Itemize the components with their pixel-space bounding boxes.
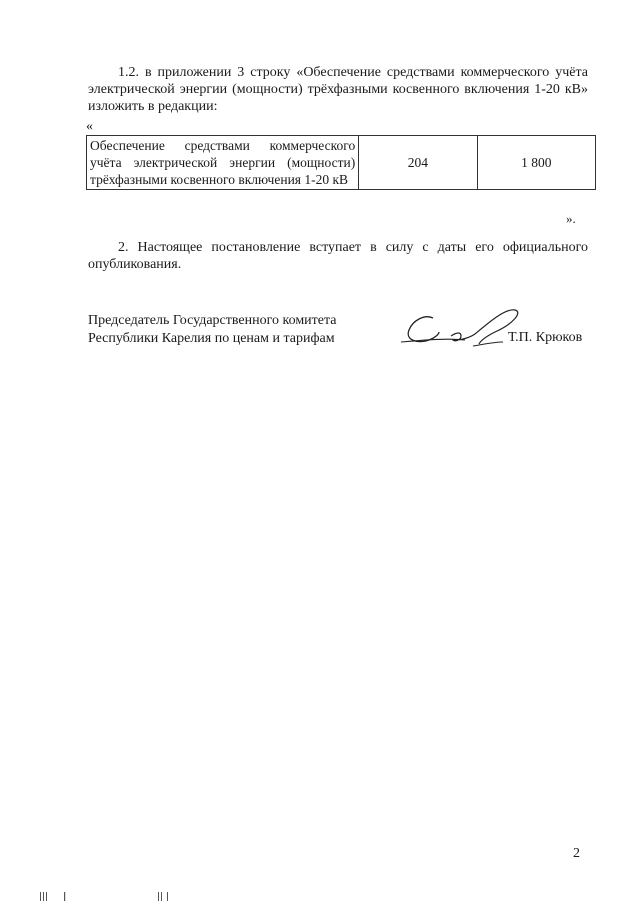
table-row	[87, 136, 596, 190]
page-number: 2	[573, 846, 580, 861]
quote-close: ».	[566, 211, 576, 226]
signatory-position-line-2: Республики Карелия по ценам и тарифам	[88, 331, 335, 346]
signatory-position-line-1: Председатель Государственного комитета	[88, 313, 337, 328]
quote-open: «	[86, 119, 93, 134]
paragraph-1-2: 1.2. в приложении 3 строку «Обеспечение средствами коммерческого учёта электрической энергии (мощности) трёхфазными косвенного включения 1-20 кВ» изложить в редакции:	[88, 65, 588, 114]
scan-edge-marks	[40, 892, 190, 902]
table-cell-name: Обеспечение средствами коммерческого учёта электрической энергии (мощности) трёхфазными косвенного включения 1-20 кВ	[87, 136, 359, 190]
amendment-table	[86, 135, 596, 190]
table-cell-value-2: 1 800	[477, 136, 595, 190]
signatory-name: Т.П. Крюков	[508, 330, 583, 345]
table-cell-value-1: 204	[359, 136, 477, 190]
paragraph-2: 2. Настоящее постановление вступает в силу с даты его официального опубликования.	[88, 240, 588, 272]
signatory-position	[88, 312, 337, 348]
handwritten-signature	[395, 296, 535, 356]
